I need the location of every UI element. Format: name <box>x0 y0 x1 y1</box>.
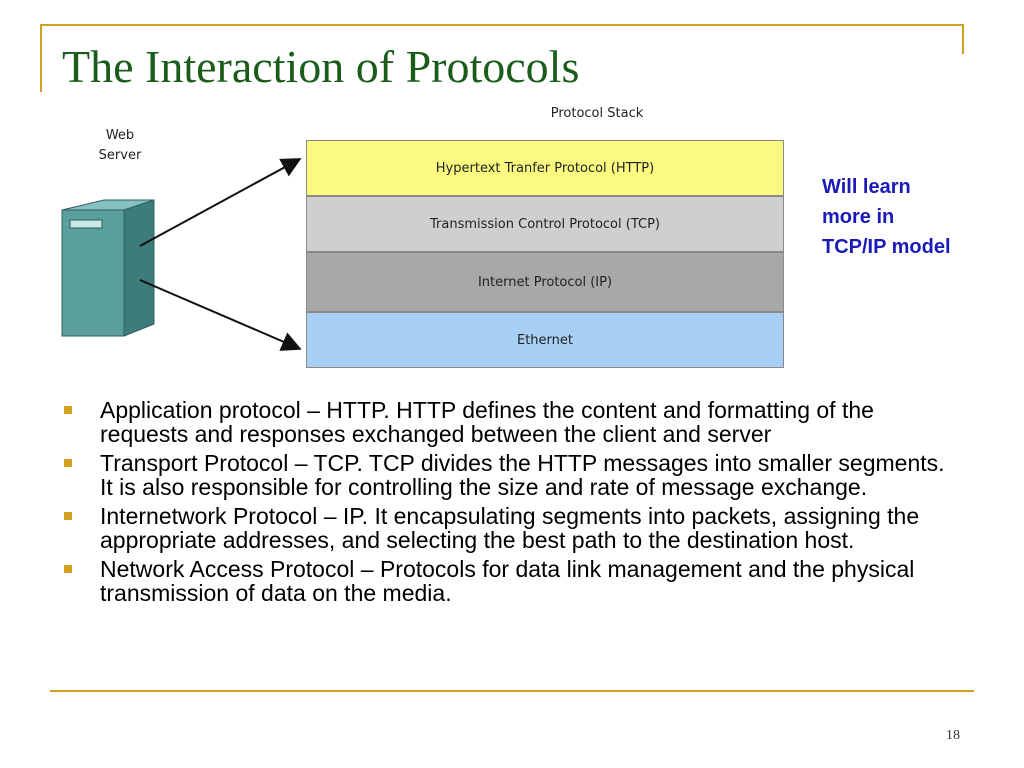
bullet-text: Internetwork Protocol – IP. It encapsulating segments into packets, assigning the appropriate addresses, and selecting the best path to the destination host. <box>100 503 920 553</box>
bullet-text: Application protocol – HTTP. HTTP defines the content and formatting of the requests and responses exchanged between the client and server <box>100 397 874 447</box>
bullet-item-http <box>60 398 960 446</box>
layer-ip <box>306 252 784 312</box>
protocol-stack-caption: Protocol Stack <box>550 106 644 121</box>
bullet-square-icon <box>64 459 72 467</box>
frame-top-rule <box>40 24 964 26</box>
layer-ethernet <box>306 312 784 368</box>
layer-ethernet-label: Ethernet <box>517 332 573 348</box>
frame-right-rule <box>962 24 964 54</box>
server-side-face <box>124 200 154 336</box>
layer-ip-label: Internet Protocol (IP) <box>477 274 613 290</box>
slide-title: The Interaction of Protocols <box>62 41 580 92</box>
protocol-stack-figure <box>52 98 818 380</box>
bullet-item-tcp <box>60 451 960 499</box>
layer-http <box>306 140 784 196</box>
bullet-list <box>60 398 960 610</box>
web-server-label <box>70 126 170 166</box>
bullet-square-icon <box>64 406 72 414</box>
layer-tcp-label: Transmission Control Protocol (TCP) <box>430 216 660 232</box>
bullet-text: Transport Protocol – TCP. TCP divides the HTTP messages into smaller segments. It is also responsible for controlling the size and rate of message exchange. <box>100 450 945 500</box>
side-note: Will learn more in TCP/IP model <box>822 176 951 258</box>
frame-left-rule <box>40 24 42 92</box>
bullet-item-network-access <box>60 557 960 605</box>
bullet-square-icon <box>64 512 72 520</box>
layer-http-label: Hypertext Tranfer Protocol (HTTP) <box>435 160 655 176</box>
web-server-label-line-1: Web <box>105 128 135 143</box>
frame-bottom-rule <box>50 690 974 692</box>
page-number: 18 <box>946 728 960 743</box>
bullet-text: Network Access Protocol – Protocols for data link management and the physical transmission of data on the media. <box>100 556 915 606</box>
web-server-label-line-2: Server <box>98 148 142 163</box>
server-front-face <box>62 210 124 336</box>
arrow-to-ethernet <box>140 280 298 348</box>
arrow-to-http <box>140 160 298 246</box>
bullet-square-icon <box>64 565 72 573</box>
server-drive-slot <box>70 220 102 228</box>
bullet-item-ip <box>60 504 960 552</box>
layer-tcp <box>306 196 784 252</box>
